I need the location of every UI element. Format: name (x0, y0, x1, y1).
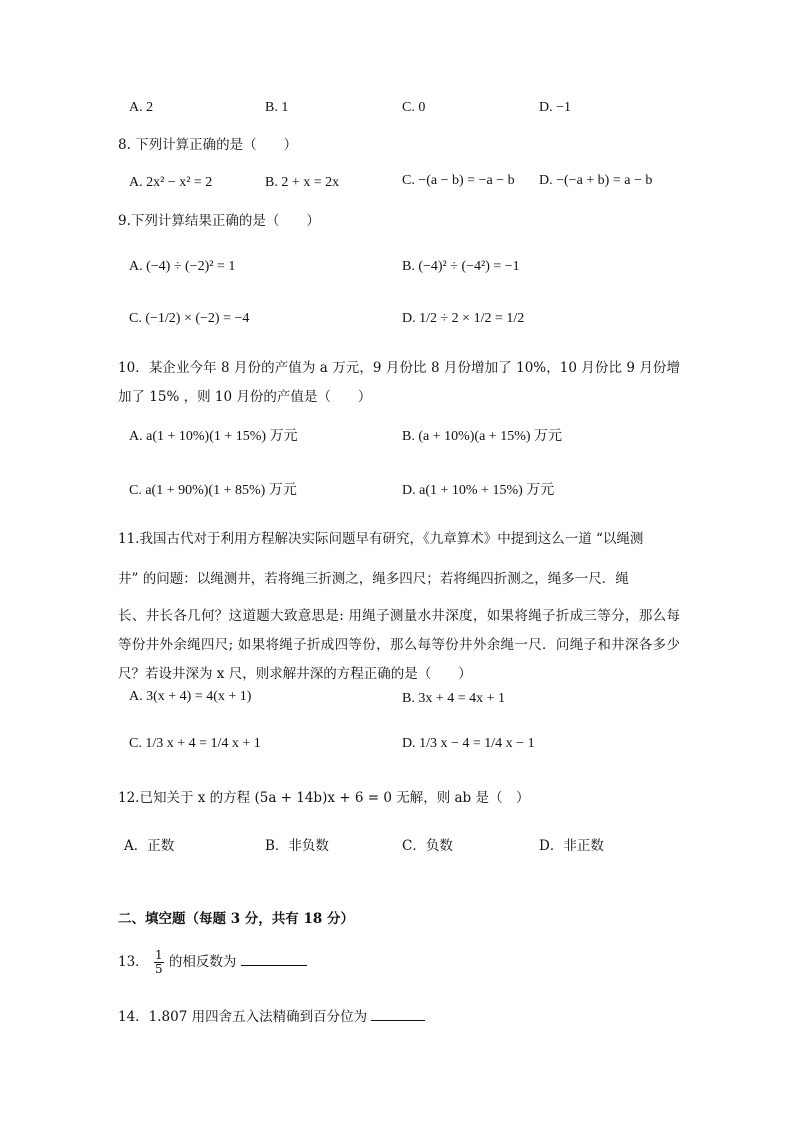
q9-option-a: A. (−4) ÷ (−2)² = 1 (129, 259, 236, 274)
q11-line-1: 11.我国古代对于利用方程解决实际问题早有研究，《九章算术》中提到这么一道 “以绳测 (118, 531, 644, 547)
q7-option-c: C. 0 (402, 100, 426, 115)
q12-option-a: A．正数 (124, 838, 175, 854)
section-heading: 二、填空题（每题 3 分，共有 18 分） (118, 911, 354, 927)
q13-fraction-numerator: 1 (154, 948, 163, 962)
q11-line-3: 长、井长各几何？这道题大致意思是: 用绳子测量水井深度，如果将绳子折成三等分，那么每等份井外余绳四尺; 如果将绳子折成四等份，那么每等份井外余绳一尺．问绳子和井深各多少尺？若设井深为 x 尺，则求解井深的方程正确的是（ ） (118, 608, 680, 682)
q8-option-a: A. 2x² − x² = 2 (129, 175, 213, 190)
q13 (118, 949, 307, 976)
q13-fraction (154, 949, 164, 976)
q10-stem: 10．某企业今年 8 月份的产值为 a 万元，9 月份比 8 月份增加了 10%，10 月份比 9 月份增加了 15% ，则 10 月份的产值是（ ） (118, 360, 680, 405)
q11-line-2: 井” 的问题：以绳测井，若将绳三折测之，绳多四尺；若将绳四折测之，绳多一尺．绳 (118, 571, 629, 587)
q11-option-b: B. 3x + 4 = 4x + 1 (402, 691, 506, 706)
q11-option-c: C. 1/3 x + 4 = 1/4 x + 1 (129, 736, 261, 751)
q7-option-a: A. 2 (129, 100, 154, 115)
q8-option-d: D. −(−a + b) = a − b (539, 173, 653, 188)
q10-option-c: C. a(1 + 90%)(1 + 85%) 万元 (129, 483, 297, 498)
q13-text: 的相反数为 (168, 954, 237, 970)
q10-option-d: D. a(1 + 10% + 15%) 万元 (402, 483, 555, 498)
q9-option-d: D. 1/2 ÷ 2 × 1/2 = 1/2 (402, 311, 525, 326)
q8-option-c: C. −(a − b) = −a − b (402, 173, 515, 188)
q8-option-b: B. 2 + x = 2x (265, 175, 340, 190)
q14-text: 14．1.807 用四舍五入法精确到百分位为 (118, 1009, 368, 1025)
q12-option-b: B．非负数 (265, 838, 329, 854)
q7-option-d: D. −1 (539, 100, 572, 115)
q11-option-a: A. 3(x + 4) = 4(x + 1) (129, 689, 252, 704)
q13-number: 13． (118, 954, 149, 970)
q9-option-c: C. (−1/2) × (−2) = −4 (129, 311, 250, 326)
q12-option-c: C．负数 (402, 838, 453, 854)
q12-option-d: D．非正数 (539, 838, 604, 854)
q11-option-d: D. 1/3 x − 4 = 1/4 x − 1 (402, 736, 535, 751)
q9-stem: 9.下列计算结果正确的是（ ） (118, 213, 320, 229)
q10-option-a: A. a(1 + 10%)(1 + 15%) 万元 (129, 429, 298, 444)
q9-option-b: B. (−4)² ÷ (−4²) = −1 (402, 259, 520, 274)
q7-option-b: B. 1 (265, 100, 289, 115)
q8-stem: 8. 下列计算正确的是（ ） (118, 137, 298, 153)
q13-fraction-denominator: 5 (154, 962, 163, 976)
q14 (118, 1008, 425, 1026)
q14-answer-blank[interactable] (371, 1020, 425, 1021)
q12-stem: 12.已知关于 x 的方程 (5a + 14b)x + 6 = 0 无解，则 ab 是（ ） (118, 790, 530, 806)
q10-option-b: B. (a + 10%)(a + 15%) 万元 (402, 429, 563, 444)
q13-answer-blank[interactable] (241, 965, 307, 966)
